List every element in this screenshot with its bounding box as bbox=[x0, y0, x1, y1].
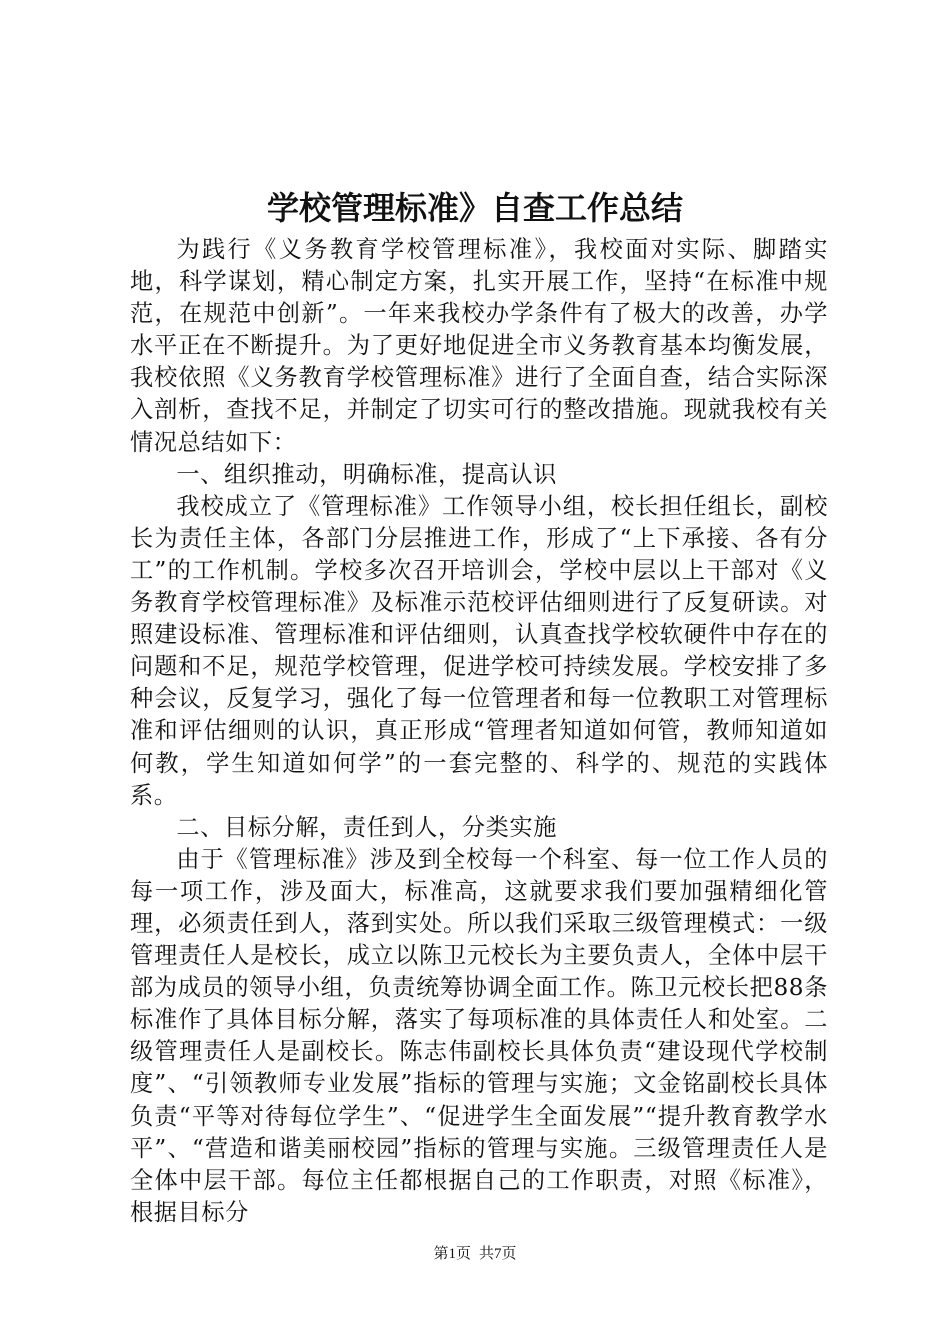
paragraph-intro: 为践行《义务教育学校管理标准》，我校面对实际、脚踏实地，科学谋划，精心制定方案，扎实开展工作，坚持“在标准中规范，在规范中创新”。一年来我校办学条件有了极大的改善，办学水平正在不断提升。为了更好地促进全市义务教育基本均衡发展，我校依照《义务教育学校管理标准》进行了全面自查，结合实际深入剖析，查找不足，并制定了切实可行的整改措施。现就我校有关情况总结如下： bbox=[130, 236, 828, 456]
section-heading-2: 二、目标分解，责任到人，分类实施 bbox=[176, 813, 557, 841]
page-number-total: 共7页 bbox=[479, 1246, 517, 1262]
document-title: 学校管理标准》自查工作总结 bbox=[266, 189, 683, 227]
page-footer bbox=[0, 1244, 950, 1264]
paragraph-section-1: 我校成立了《管理标准》工作领导小组，校长担任组长，副校长为责任主体，各部门分层推进工作，形成了“上下承接、各有分工”的工作机制。学校多次召开培训会，学校中层以上干部对《义务教育学校管理标准》及标准示范校评估细则进行了反复研读。对照建设标准、管理标准和评估细则，认真查找学校软硬件中存在的问题和不足，规范学校管理，促进学校可持续发展。学校安排了多种会议，反复学习，强化了每一位管理者和每一位教职工对管理标准和评估细则的认识，真正形成“管理者知道如何管，教师知道如何教，学生知道如何学”的一套完整的、科学的、规范的实践体系。 bbox=[130, 492, 828, 809]
document-body bbox=[130, 234, 828, 1229]
section-heading-1: 一、组织推动，明确标准，提高认识 bbox=[176, 460, 557, 488]
paragraph-section-2: 由于《管理标准》涉及到全校每一个科室、每一位工作人员的每一项工作，涉及面大，标准高，这就要求我们要加强精细化管理，必须责任到人，落到实处。所以我们采取三级管理模式：一级管理责任人是校长，成立以陈卫元校长为主要负责人，全体中层干部为成员的领导小组，负责统筹协调全面工作。陈卫元校长把88条标准作了具体目标分解，落实了每项标准的具体责任人和处室。二级管理责任人是副校长。陈志伟副校长具体负责“建设现代学校制度”、“引领教师专业发展”指标的管理与实施；文金铭副校长具体负责“平等对待每位学生”、“促进学生全面发展”“提升教育教学水平”、“营造和谐美丽校园”指标的管理与实施。三级管理责任人是全体中层干部。每位主任都根据自己的工作职责，对照《标准》，根据目标分 bbox=[130, 845, 828, 1226]
page-number-current: 第1页 bbox=[433, 1246, 471, 1262]
